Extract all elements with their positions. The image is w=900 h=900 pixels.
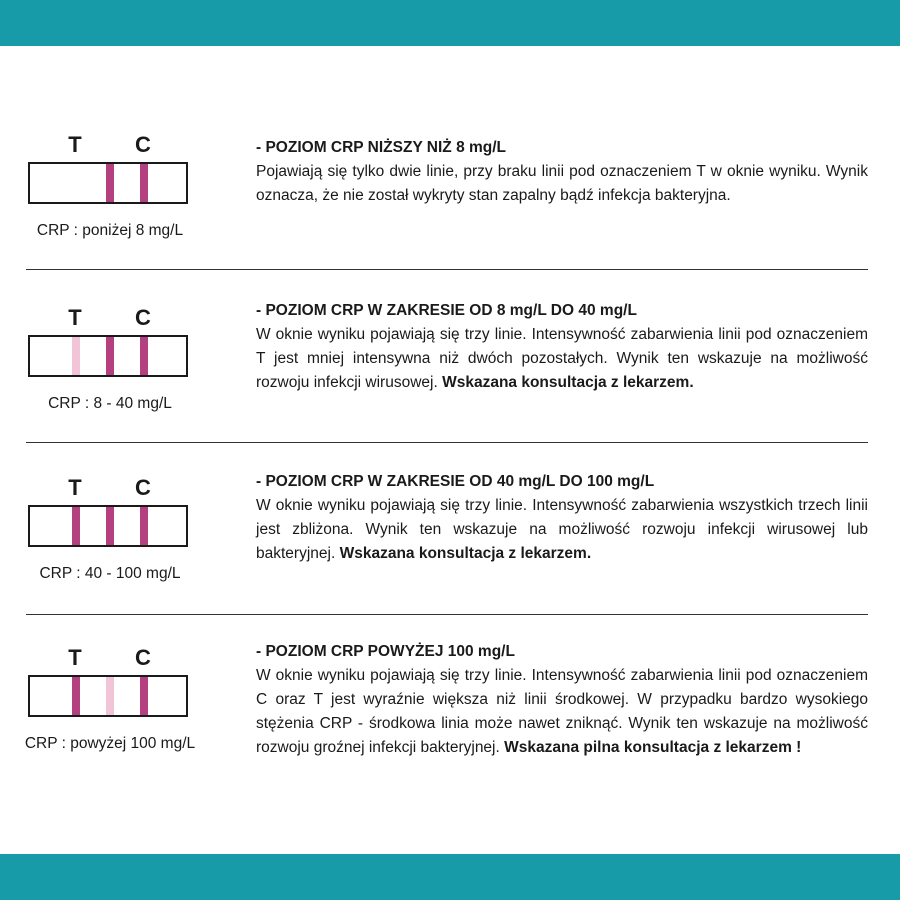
crp-range-caption: CRP : 40 - 100 mg/L	[39, 565, 181, 582]
label-c: C	[135, 132, 151, 157]
test-strip-diagram	[0, 290, 220, 440]
consultation-note: Wskazana konsultacja z lekarzem.	[442, 374, 694, 391]
label-t: T	[68, 475, 82, 500]
control-line	[140, 337, 148, 375]
middle-line	[106, 337, 114, 375]
middle-line	[106, 677, 114, 715]
result-body: Pojawiają się tylko dwie linie, przy braku linii pod oznaczeniem T w oknie wyniku. Wynik oznacza, że nie został wykryty stan zapalny bądź infekcja bakteryjna.	[256, 163, 868, 204]
test-strip-diagram	[0, 460, 220, 610]
result-heading: - POZIOM CRP NIŻSZY NIŻ 8 mg/L	[256, 139, 507, 156]
test-strip-diagram	[0, 630, 220, 780]
crp-range-caption: CRP : 8 - 40 mg/L	[48, 395, 172, 412]
result-section-40-100	[0, 460, 900, 610]
result-section-8-40	[0, 290, 900, 440]
result-body: W oknie wyniku pojawiają się trzy linie. Intensywność zabarwienia wszystkich trzech linii jest zbliżona. Wynik ten wskazuje na możliwość rozwoju infekcji wirusowej lub bakteryjnej.	[256, 497, 868, 562]
result-body: W oknie wyniku pojawiają się trzy linie. Intensywność zabarwienia linii pod oznaczeniem T jest mniej intensywna niż dwóch pozostałych. Wynik ten wskazuje na możliwość rozwoju infekcji wirusowej.	[256, 326, 868, 391]
test-strip-window	[28, 162, 188, 204]
test-line	[72, 507, 80, 545]
result-body: W oknie wyniku pojawiają się trzy linie. Intensywność zabarwienia linii pod oznaczeniem C oraz T jest wyraźnie większa niż linii środkowej. W przypadku bardzo wysokiego stężenia CRP - środkowa linia może nawet zniknąć. Wynik ten wskazuje na możliwość rozwoju groźnej infekcji bakteryjnej.	[256, 667, 868, 756]
result-heading: - POZIOM CRP POWYŻEJ 100 mg/L	[256, 643, 515, 660]
section-divider	[26, 269, 868, 270]
crp-range-caption: CRP : poniżej 8 mg/L	[36, 222, 184, 239]
section-divider	[26, 614, 868, 615]
label-c: C	[135, 645, 151, 670]
result-description	[256, 640, 868, 760]
consultation-note: Wskazana pilna konsultacja z lekarzem !	[504, 739, 802, 756]
top-color-band	[0, 0, 900, 46]
result-heading: - POZIOM CRP W ZAKRESIE OD 40 mg/L DO 100 mg/L	[256, 473, 655, 490]
control-line	[140, 507, 148, 545]
test-strip-window	[28, 505, 188, 547]
bottom-color-band	[0, 854, 900, 900]
label-t: T	[68, 645, 82, 670]
label-t: T	[68, 132, 82, 157]
result-heading: - POZIOM CRP W ZAKRESIE OD 8 mg/L DO 40 mg/L	[256, 302, 637, 319]
test-line	[72, 677, 80, 715]
middle-line	[106, 507, 114, 545]
label-c: C	[135, 475, 151, 500]
test-strip-window	[28, 675, 188, 717]
middle-line	[106, 164, 114, 202]
consultation-note: Wskazana konsultacja z lekarzem.	[339, 545, 592, 562]
label-t: T	[68, 305, 82, 330]
test-strip-diagram	[0, 120, 220, 270]
crp-range-caption: CRP : powyżej 100 mg/L	[24, 735, 196, 752]
test-line	[72, 337, 80, 375]
section-divider	[26, 442, 868, 443]
label-c: C	[135, 305, 151, 330]
control-line	[140, 164, 148, 202]
result-section-above-100	[0, 630, 900, 780]
result-description	[256, 470, 868, 566]
result-description	[256, 136, 868, 208]
result-section-below-8	[0, 120, 900, 270]
result-description	[256, 299, 868, 395]
control-line	[140, 677, 148, 715]
test-strip-window	[28, 335, 188, 377]
